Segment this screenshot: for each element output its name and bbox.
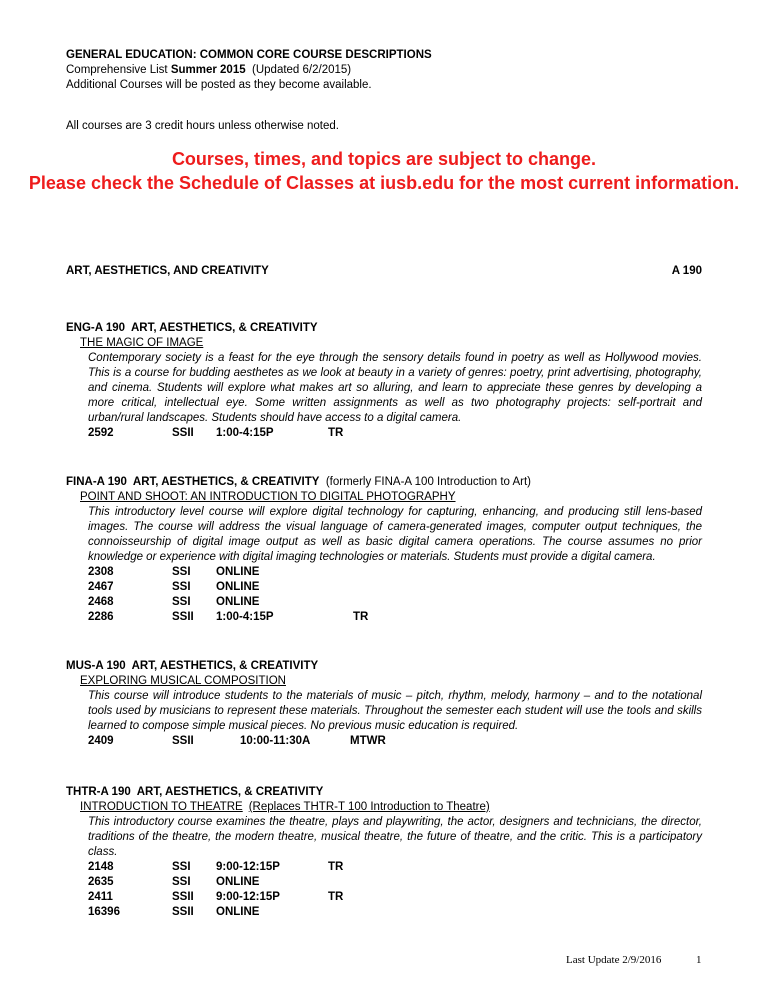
course-schedule	[88, 860, 702, 920]
header-note: Additional Courses will be posted as they become available.	[66, 79, 372, 91]
course-description: This introductory course examines the theatre, plays and playwriting, the actor, designers and technicians, the director, traditions of the theatre, the modern theatre, musical theatre, the future of theatre, and the critic. This is a participatory class.	[88, 816, 702, 858]
course-description: This course will introduce students to the materials of music – pitch, rhythm, melody, harmony – and to the notational tools used by musicians to represent these materials. Throughout the semester each student will use the tools and skills learned to compose simple musical pieces. No previous music education is required.	[88, 690, 702, 732]
schedule-row: 2286 SSII 1:00-4:15P TR	[88, 611, 369, 623]
change-warning-line1: Courses, times, and topics are subject to change.	[171, 149, 597, 169]
course-title: ENG-A 190 ART, AESTHETICS, & CREATIVITY	[66, 322, 318, 334]
course-title: THTR-A 190 ART, AESTHETICS, & CREATIVITY	[66, 786, 324, 798]
course-entry	[66, 321, 702, 441]
credit-hours-note: All courses are 3 credit hours unless otherwise noted.	[66, 120, 339, 132]
last-update: Last Update 2/9/2016	[566, 954, 662, 966]
course-description: This introductory level course will explore digital technology for capturing, enhancing, and producing still lens-based images. The course will address the visual language of camera-generated images, computer output techniques, the connoisseurship of digital image output as well as basic digital camera operations. The course assumes no prior knowledge or experience with digital imaging technologies or materials. Students must provide a digital camera.	[88, 506, 702, 563]
schedule-row: 2411 SSII 9:00-12:15P TR	[88, 891, 344, 903]
course-title: FINA-A 190 ART, AESTHETICS, & CREATIVITY (formerly FINA-A 100 Introduction to Art)	[66, 476, 532, 488]
course-topic: THE MAGIC OF IMAGE	[80, 337, 204, 349]
course-entry	[66, 659, 702, 749]
course-schedule	[88, 426, 702, 441]
change-warning-line2: Please check the Schedule of Classes at iusb.edu for the most current information.	[28, 173, 740, 193]
course-schedule	[88, 565, 702, 625]
course-title: MUS-A 190 ART, AESTHETICS, & CREATIVITY	[66, 660, 319, 672]
document-header	[66, 48, 432, 93]
course-topic: INTRODUCTION TO THEATRE (Replaces THTR-T 100 Introduction to Theatre)	[80, 801, 490, 813]
schedule-row: 2468 SSI ONLINE	[88, 596, 260, 608]
schedule-row: 2467 SSI ONLINE	[88, 581, 260, 593]
header-term: Summer 2015	[170, 64, 246, 76]
schedule-row: 2409 SSII 10:00-11:30A MTWR	[88, 735, 386, 747]
course-description: Contemporary society is a feast for the eye through the sensory details found in poetry as well as Hollywood movies. This is a course for budding aesthetes as we look at beauty in a variety of genres: poetry, print advertising, photography, and cinema. Students will explore what makes art so alluring, and learn to appreciate these genres by developing a more critical, intellectual eye. Some written assignments as well as two photography projects: self-portrait and urban/rural landscapes. Students should have access to a digital camera.	[88, 352, 702, 424]
course-topic: EXPLORING MUSICAL COMPOSITION	[80, 675, 286, 687]
section-title: ART, AESTHETICS, AND CREATIVITY	[66, 265, 269, 277]
header-title: GENERAL EDUCATION: COMMON CORE COURSE DESCRIPTIONS	[66, 49, 432, 61]
schedule-row: 2148 SSI 9:00-12:15P TR	[88, 861, 344, 873]
course-entry	[66, 475, 702, 625]
schedule-row: 16396 SSII ONLINE	[88, 906, 260, 918]
schedule-row: 2592 SSII 1:00-4:15P TR	[88, 427, 344, 439]
section-heading	[66, 265, 702, 277]
header-term-line: Comprehensive List Summer 2015 (Updated 6/2/2015)	[66, 64, 352, 76]
course-topic: POINT AND SHOOT: AN INTRODUCTION TO DIGITAL PHOTOGRAPHY	[80, 491, 456, 503]
course-entry	[66, 785, 702, 920]
schedule-row: 2635 SSI ONLINE	[88, 876, 260, 888]
course-schedule	[88, 734, 702, 749]
schedule-row: 2308 SSI ONLINE	[88, 566, 260, 578]
section-code: A 190	[671, 265, 702, 277]
page-number: 1	[696, 954, 702, 966]
